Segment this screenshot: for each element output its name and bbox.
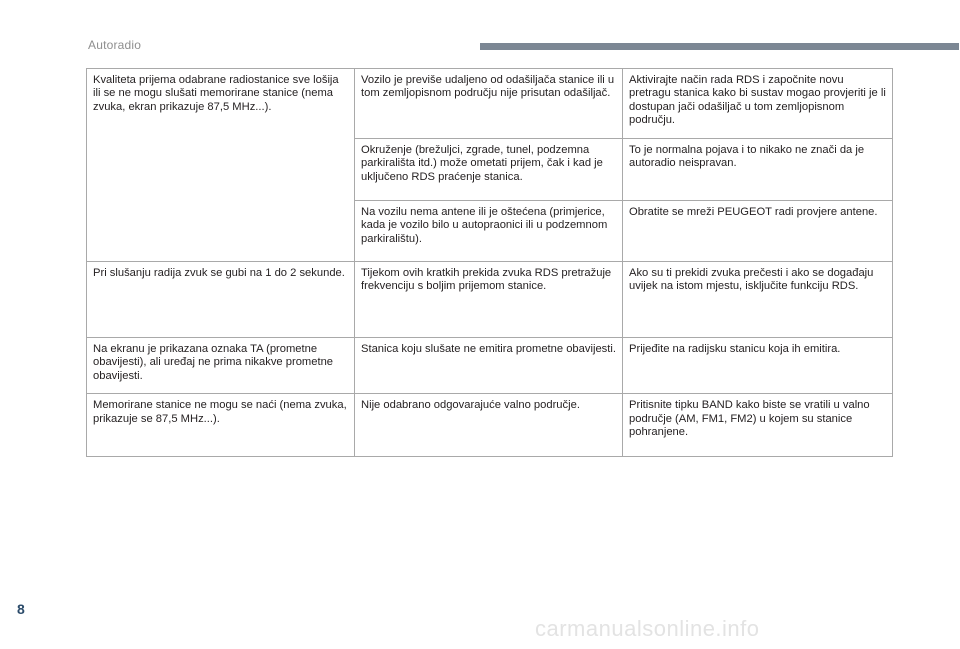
page-number: 8 bbox=[17, 601, 25, 617]
table-row bbox=[87, 338, 893, 394]
table-row bbox=[87, 394, 893, 457]
section-title: Autoradio bbox=[88, 38, 142, 52]
cause-cell: Vozilo je previše udaljeno od odašiljača stanice ili u tom zemljopisnom području nije prisutan odašiljač. bbox=[355, 69, 623, 139]
solution-cell: Aktivirajte način rada RDS i započnite novu pretragu stanica kako bi sustav mogao provjeriti je li dostupan jači odašiljač u tom zemljopisnom području. bbox=[623, 69, 893, 139]
problem-cell: Na ekranu je prikazana oznaka TA (prometne obavijesti), ali uređaj ne prima nikakve prometne obavijesti. bbox=[87, 338, 355, 394]
solution-cell: Prijeđite na radijsku stanicu koja ih emitira. bbox=[623, 338, 893, 394]
problem-cell: Kvaliteta prijema odabrane radiostanice sve lošija ili se ne mogu slušati memorirane stanice (nema zvuka, ekran prikazuje 87,5 MHz...). bbox=[87, 69, 355, 262]
solution-cell: To je normalna pojava i to nikako ne znači da je autoradio neispravan. bbox=[623, 139, 893, 201]
watermark: carmanualsonline.info bbox=[535, 616, 760, 641]
cause-cell: Nije odabrano odgovarajuće valno područje. bbox=[355, 394, 623, 457]
problem-cell: Pri slušanju radija zvuk se gubi na 1 do 2 sekunde. bbox=[87, 262, 355, 338]
cause-cell: Stanica koju slušate ne emitira prometne obavijesti. bbox=[355, 338, 623, 394]
cause-cell: Okruženje (brežuljci, zgrade, tunel, podzemna parkirališta itd.) može ometati prijem, čak i kad je uključeno RDS praćenje stanica. bbox=[355, 139, 623, 201]
header-bar bbox=[480, 43, 959, 50]
troubleshooting-table bbox=[86, 68, 893, 457]
cause-cell: Na vozilu nema antene ili je oštećena (primjerice, kada je vozilo bilo u autopraonici ili u podzemnom parkiralištu). bbox=[355, 201, 623, 262]
solution-cell: Obratite se mreži PEUGEOT radi provjere antene. bbox=[623, 201, 893, 262]
solution-cell: Ako su ti prekidi zvuka prečesti i ako se događaju uvijek na istom mjestu, isključite funkciju RDS. bbox=[623, 262, 893, 338]
cause-cell: Tijekom ovih kratkih prekida zvuka RDS pretražuje frekvenciju s boljim prijemom stanice. bbox=[355, 262, 623, 338]
problem-cell: Memorirane stanice ne mogu se naći (nema zvuka, prikazuje se 87,5 MHz...). bbox=[87, 394, 355, 457]
table-row bbox=[87, 262, 893, 338]
table-row bbox=[87, 69, 893, 139]
solution-cell: Pritisnite tipku BAND kako biste se vratili u valno područje (AM, FM1, FM2) u kojem su stanice pohranjene. bbox=[623, 394, 893, 457]
